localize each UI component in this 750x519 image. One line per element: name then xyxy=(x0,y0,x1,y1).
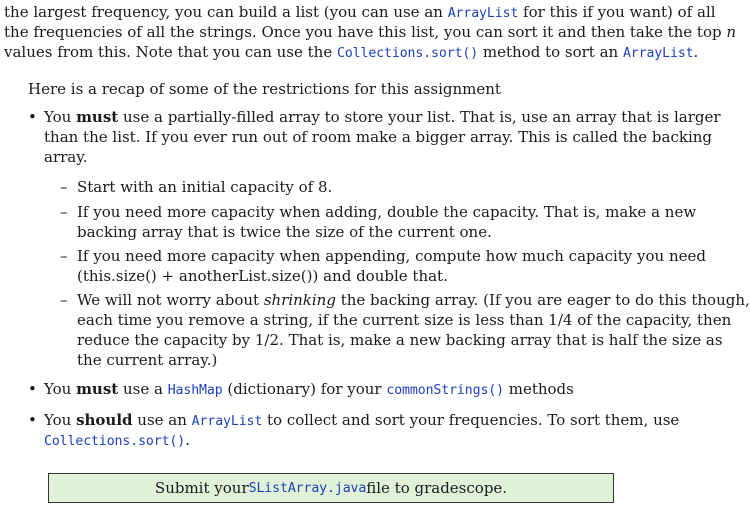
intro-line-2: the frequencies of all the strings. Once you have this list, you can sort it and then take the top n xyxy=(4,23,737,41)
intro-line-3: values from this. Note that you can use the Collections.sort() method to sort an ArrayList. xyxy=(4,43,699,61)
bullet-icon: • xyxy=(28,380,37,398)
subitem-2-line-1: If you need more capacity when adding, double the capacity. That is, make a new xyxy=(77,203,697,221)
bullet-1-line-1: You must use a partially-filled array to store your list. That is, use an array that is larger xyxy=(44,108,721,126)
subitem-3-line-1: If you need more capacity when appending, compute how much capacity you need xyxy=(77,247,706,265)
bullet-2: You must use a HashMap (dictionary) for your commonStrings() methods xyxy=(44,380,574,398)
bullet-3-line-2: Collections.sort(). xyxy=(44,431,190,449)
subitem-2-line-2: backing array that is twice the size of the current one. xyxy=(77,223,492,241)
submit-notice-box: Submit your SListArray.java file to gradescope. xyxy=(48,473,614,503)
bullet-1-line-2: than the list. If you ever run out of room make a bigger array. This is called the backing xyxy=(44,128,712,146)
subitem-1: Start with an initial capacity of 8. xyxy=(77,178,333,196)
subitem-4-line-2: each time you remove a string, if the current size is less than 1/4 of the capacity, then xyxy=(77,311,732,329)
intro-line-1: the largest frequency, you can build a list (you can use an ArrayList for this if you want) of all xyxy=(4,3,716,21)
subitem-3-line-2: (this.size() + anotherList.size()) and double that. xyxy=(77,267,448,285)
arraylist-code: ArrayList xyxy=(622,46,694,61)
bullet-1-line-3: array. xyxy=(44,148,88,166)
bullet-icon: • xyxy=(28,108,37,126)
dash-icon: – xyxy=(60,203,68,221)
arraylist-code: ArrayList xyxy=(447,6,519,21)
common-strings-code: commonStrings() xyxy=(386,383,504,398)
subitem-4-line-3: reduce the capacity by 1/2. That is, make a new backing array that is half the size as xyxy=(77,331,723,349)
dash-icon: – xyxy=(60,178,68,196)
collections-sort-code: Collections.sort() xyxy=(336,46,479,61)
dash-icon: – xyxy=(60,247,68,265)
subitem-4-line-1: We will not worry about shrinking the backing array. (If you are eager to do this though, xyxy=(77,291,750,309)
recap-heading: Here is a recap of some of the restrictions for this assignment xyxy=(28,80,501,98)
arraylist-code: ArrayList xyxy=(191,414,263,429)
collections-sort-code: Collections.sort() xyxy=(44,434,186,449)
subitem-4-line-4: the current array.) xyxy=(77,351,218,369)
filename-code: SListArray.java xyxy=(248,480,367,496)
bullet-3-line-1: You should use an ArrayList to collect and sort your frequencies. To sort them, use xyxy=(44,411,680,429)
dash-icon: – xyxy=(60,291,68,309)
bullet-icon: • xyxy=(28,411,37,429)
hashmap-code: HashMap xyxy=(167,383,223,398)
